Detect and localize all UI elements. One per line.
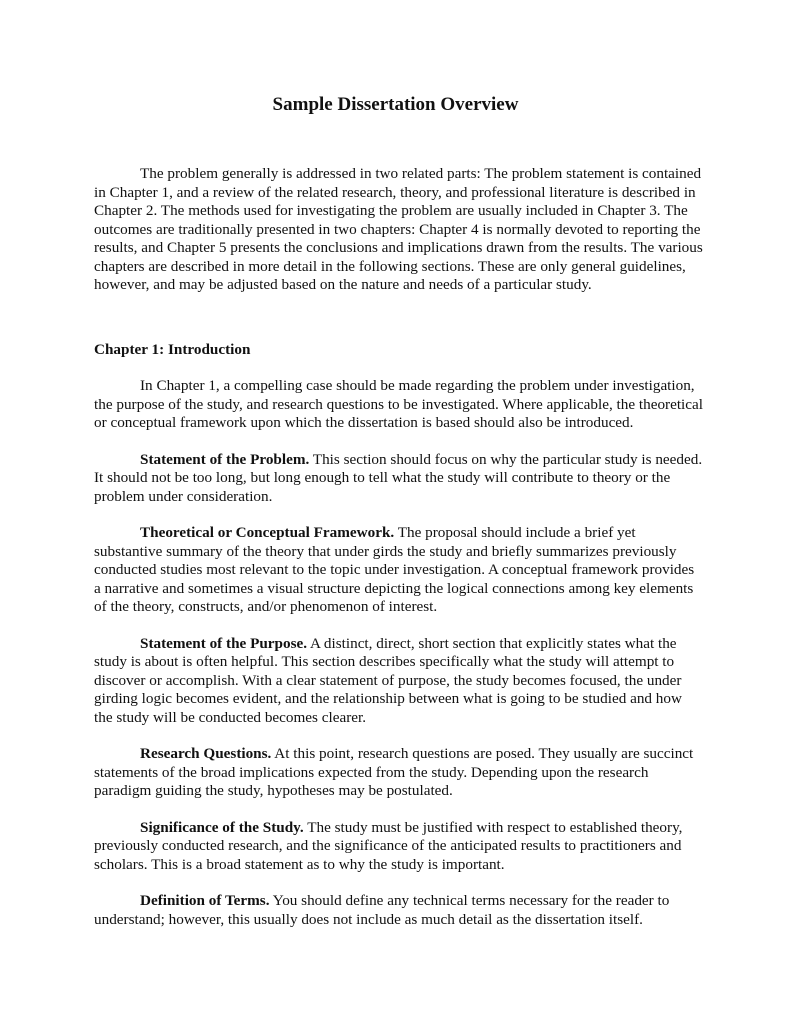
section-text: At this point, research questions are posed. They usually are succinct statements of the broad implications expected from the study. Depending upon the research paradigm guiding the study, hypotheses may be postulated. (94, 745, 694, 799)
section-text: A distinct, direct, short section that explicitly states what the study is about is often helpful. This section describes specifically what the study will attempt to discover or accomplish. With a clear statement of purpose, the study becomes focused, the under girding logic becomes evident, and the relationship between what is going to be studied and how the study will be conducted becomes clearer. (94, 634, 682, 726)
section-text: The study must be justified with respect to established theory, previously conducted research, and the significance of the anticipated results to practitioners and scholars. This is a broad statement as to why the study is important. (94, 818, 683, 873)
section-term: Statement of the Problem. (140, 450, 310, 468)
document-title: Sample Dissertation Overview (272, 94, 519, 115)
section-text: The proposal should include a brief yet substantive summary of the theory that under girds the study and briefly summarizes previously conducted studies most relevant to the topic under investigation. A conceptual framework provides a narrative and sometimes a visual structure depicting the logical connections among key elements of the theory, constructs, and/or phenomenon of interest. (94, 524, 695, 615)
section-text: You should define any technical terms necessary for the reader to understand; however, this usually does not include as much detail as the dissertation itself. (94, 892, 670, 928)
chapter-1-heading: Chapter 1: Introduction (94, 340, 251, 358)
section-term: Theoretical or Conceptual Framework. (140, 524, 395, 541)
section-statement-of-purpose (94, 635, 704, 728)
section-term: Statement of the Purpose. (140, 634, 308, 652)
section-term: Research Questions. (140, 745, 272, 762)
section-definition-of-terms (94, 892, 704, 929)
intro-paragraph: The problem generally is addressed in two related parts: The problem statement is contained in Chapter 1, and a review of the related research, theory, and professional literature is described in Chapter 2. The methods used for investigating the problem are usually included in Chapter 3. The outcomes are traditionally presented in two chapters: Chapter 4 is normally devoted to reporting the results, and Chapter 5 presents the conclusions and implications drawn from the results. The various chapters are described in more detail in the following sections. These are only general guidelines, however, and may be adjusted based on the nature and needs of a particular study. (94, 165, 703, 293)
section-statement-of-problem (94, 451, 704, 507)
chapter-1-intro-paragraph: In Chapter 1, a compelling case should be made regarding the problem under investigation, the purpose of the study, and research questions to be investigated. Where applicable, the theoretical or conceptual framework upon which the dissertation is based should also be introduced. (94, 377, 703, 431)
document-body (94, 165, 704, 947)
section-text: This section should focus on why the particular study is needed. It should not be too long, but long enough to tell what the study will contribute to theory or the problem under consideration. (94, 450, 703, 505)
section-term: Definition of Terms. (140, 892, 270, 909)
section-term: Significance of the Study. (140, 818, 304, 836)
section-theoretical-framework (94, 524, 704, 617)
section-research-questions (94, 745, 704, 801)
section-significance (94, 819, 704, 875)
